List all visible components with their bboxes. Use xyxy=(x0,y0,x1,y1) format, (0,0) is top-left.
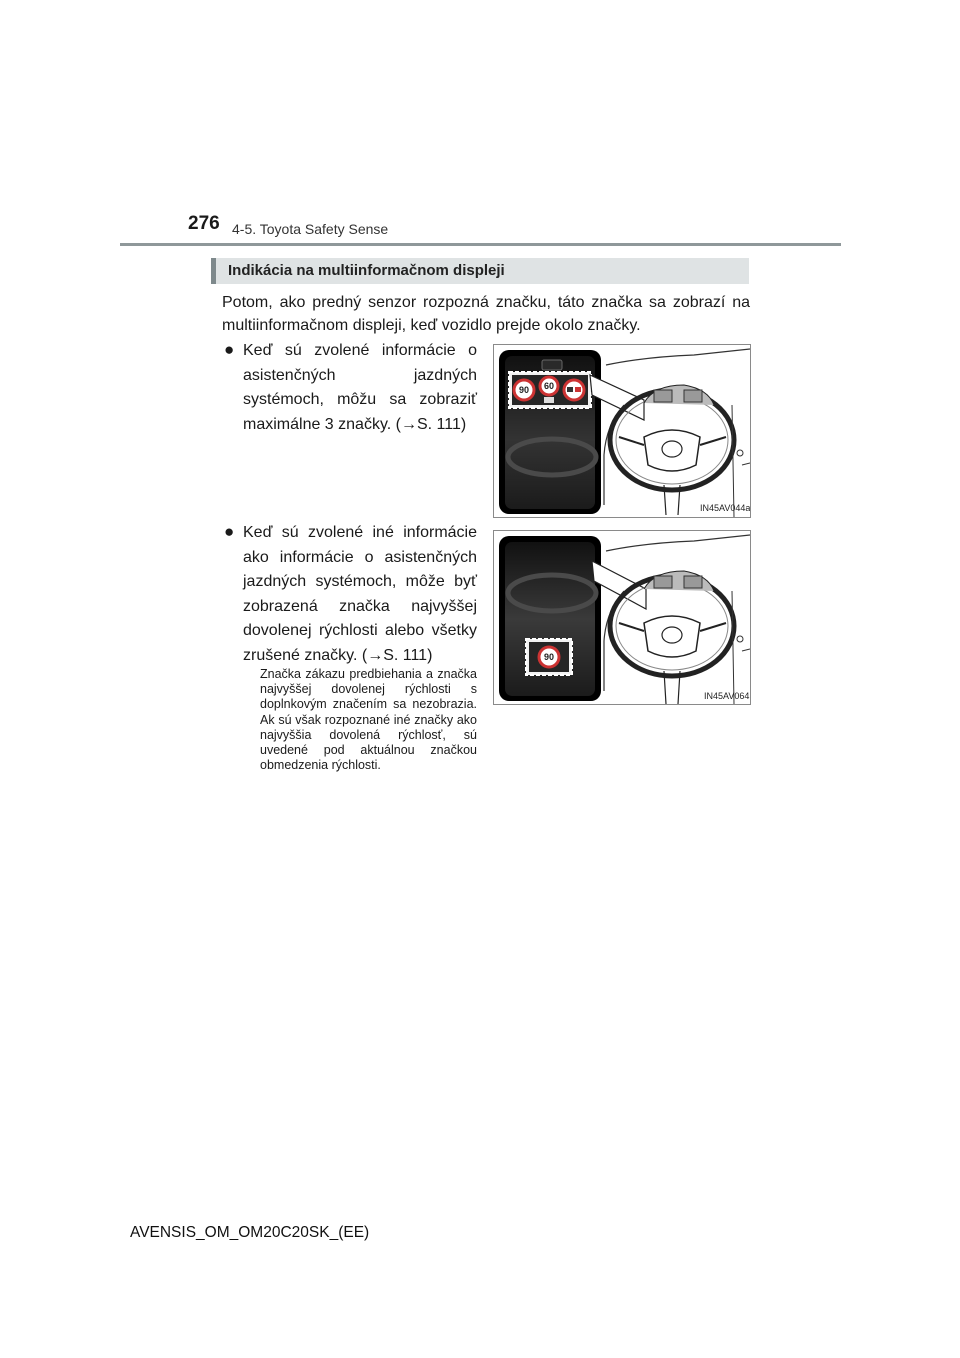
bullet-mark-1: ● xyxy=(224,340,235,359)
header-divider xyxy=(120,243,841,246)
dashboard-illustration-1 xyxy=(494,345,750,517)
bullet-mark-2: ● xyxy=(224,522,235,541)
figure-display-three-signs xyxy=(493,344,751,518)
figure-display-single-sign xyxy=(493,530,751,705)
figure-id-label-1: IN45AV044a xyxy=(700,503,750,513)
figure-id-label-2: IN45AV064 xyxy=(704,691,750,701)
bullet-text-1: Keď sú zvolené informácie o asistenčných jazdných systémoch, môžu sa zobraziť maximálne 3 značky. (→S. 111) xyxy=(243,342,477,433)
speed-sign-60-label: 60 xyxy=(543,381,555,391)
document-footer: AVENSIS_OM_OM20C20SK_(EE) xyxy=(130,1224,370,1241)
note-paragraph: Značka zákazu predbiehania a značka najvyššej dovolenej rýchlosti s doplnkovým značením sa nezobrazia. Ak sú však rozpoznané iné značky ako najvyššia dovolená rýchlosť, sú uvedené pod aktuálnou značkou obmedzenia rýchlosti. xyxy=(260,667,477,773)
page-number: 276 xyxy=(188,213,220,234)
speed-sign-90-b-label: 90 xyxy=(543,652,555,662)
subsection-heading-text: Indikácia na multiinformačnom displeji xyxy=(228,262,505,279)
bullet-text-2: Keď sú zvolené iné informácie ako informácie o asistenčných jazdných systémoch, môže byť zobrazená značka najvyššej dovolenej rýchlosti alebo všetky zrušené značky. (→S. 111) xyxy=(243,524,477,664)
speed-sign-90-label: 90 xyxy=(518,385,530,395)
section-title: 4-5. Toyota Safety Sense xyxy=(232,221,389,237)
intro-paragraph: Potom, ako predný senzor rozpozná značku, táto značka sa zobrazí na multiinformačnom displeji, keď vozidlo prejde okolo značky. xyxy=(222,294,750,334)
dashboard-illustration-2 xyxy=(494,531,750,704)
subsection-heading xyxy=(211,258,749,284)
